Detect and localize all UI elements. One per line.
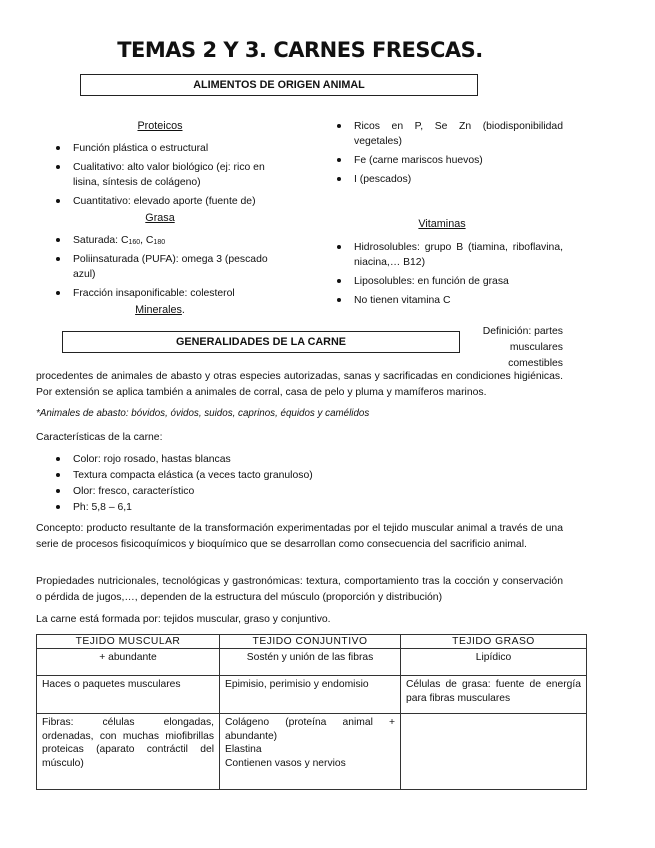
list-item: Cualitativo: alto valor biológico (ej: rico en lisina, síntesis de colágeno) xyxy=(55,160,287,190)
table-row xyxy=(37,649,587,676)
page-title: TEMAS 2 Y 3. CARNES FRESCAS. xyxy=(117,38,483,62)
proteicos-list xyxy=(55,141,287,213)
definicion-line: musculares xyxy=(509,342,563,353)
formada-text: La carne está formada por: tejidos muscular, graso y conjuntivo. xyxy=(36,614,331,625)
list-item: Ph: 5,8 – 6,1 xyxy=(55,500,555,515)
vitaminas-heading: Vitaminas xyxy=(418,218,466,230)
cell-line: Colágeno (proteína animal + abundante) xyxy=(225,717,395,742)
section-heading-alimentos: ALIMENTOS DE ORIGEN ANIMAL xyxy=(80,74,478,96)
abasto-note: *Animales de abasto: bóvidos, óvidos, suidos, caprinos, équidos y camélidos xyxy=(36,408,370,419)
list-item: Olor: fresco, característico xyxy=(55,484,555,499)
table-cell: Epimisio, perimisio y endomisio xyxy=(220,676,401,714)
list-item: Textura compacta elástica (a veces tacto granuloso) xyxy=(55,468,555,483)
grasa-heading: Grasa xyxy=(145,212,175,224)
list-item: Fracción insaponificable: colesterol xyxy=(55,286,287,301)
definicion-text: procedentes de animales de abasto y otras especies autorizadas, sanas y sacrificadas en condiciones higiénicas. Por extensión se aplica también a animales de corral, casa de pelo y pluma y mamíferos marinos. xyxy=(36,371,563,398)
minerales-suffix: . xyxy=(181,304,185,316)
list-item: No tienen vitamina C xyxy=(336,293,563,308)
table-row xyxy=(37,714,587,790)
grasa-list xyxy=(55,233,287,305)
saturada-mid: , C xyxy=(140,235,154,246)
definicion-line: Definición: partes xyxy=(482,326,563,337)
table-cell xyxy=(220,714,401,790)
list-item: Ricos en P, Se Zn (biodisponibilidad vegetales) xyxy=(336,119,563,149)
minerales-heading xyxy=(36,303,284,319)
header-conjuntivo: TEJIDO CONJUNTIVO xyxy=(220,635,401,649)
saturada-sub-2: 180 xyxy=(153,239,166,246)
list-item: Color: rojo rosado, hastas blancas xyxy=(55,452,555,467)
cell-line: Elastina xyxy=(225,744,262,756)
vitaminas-list xyxy=(336,240,563,312)
list-item xyxy=(55,233,287,248)
saturada-sub-1: 160 xyxy=(128,239,141,246)
list-item: Poliinsaturada (PUFA): omega 3 (pescado azul) xyxy=(55,252,287,282)
list-item: Cuantitativo: elevado aporte (fuente de) xyxy=(55,194,287,209)
cell-line: Contienen vasos y nervios xyxy=(225,757,346,769)
table-cell: Haces o paquetes musculares xyxy=(37,676,220,714)
list-item: Hidrosolubles: grupo B (tiamina, riboflavina, niacina,… B12) xyxy=(336,240,563,270)
table-cell: Lipídico xyxy=(401,649,587,676)
minerales-label: Minerales xyxy=(135,304,182,316)
table-cell xyxy=(401,714,587,790)
list-item: Fe (carne mariscos huevos) xyxy=(336,153,563,168)
header-graso: TEJIDO GRASO xyxy=(401,635,587,649)
table-header-row xyxy=(37,635,587,649)
section-heading-generalidades: GENERALIDADES DE LA CARNE xyxy=(62,331,460,353)
table-cell: Sostén y unión de las fibras xyxy=(220,649,401,676)
table-row xyxy=(37,676,587,714)
table-cell: Células de grasa: fuente de energía para fibras musculares xyxy=(401,676,587,714)
list-item: Liposolubles: en función de grasa xyxy=(336,274,563,289)
table-cell: + abundante xyxy=(37,649,220,676)
caracteristicas-label: Características de la carne: xyxy=(36,432,163,443)
propiedades-text: Propiedades nutricionales, tecnológicas y gastronómicas: textura, comportamiento tras la cocción y conservación o pérdida de jugos,…, dependen de la estructura del músculo (proporción y distribución) xyxy=(36,576,563,603)
definicion-side xyxy=(462,324,563,372)
table-cell: Fibras: células elongadas, ordenadas, con muchas miofibrillas proteicas (aparato contráctil del músculo) xyxy=(37,714,220,790)
saturada-prefix: Saturada: C xyxy=(73,235,129,246)
proteicos-heading: Proteicos xyxy=(137,120,183,132)
concepto-text: Concepto: producto resultante de la transformación experimentadas por el tejido muscular animal a través de una serie de procesos fisicoquímicos y bioquímico que se desarrollan como consecuencia del sacrificio animal. xyxy=(36,523,563,550)
header-muscular: TEJIDO MUSCULAR xyxy=(37,635,220,649)
list-item: I (pescados) xyxy=(336,172,563,187)
minerales-list xyxy=(336,119,563,191)
tejidos-table xyxy=(36,634,587,790)
definicion-line: comestibles xyxy=(508,358,563,369)
caracteristicas-list xyxy=(55,452,555,516)
list-item: Función plástica o estructural xyxy=(55,141,287,156)
